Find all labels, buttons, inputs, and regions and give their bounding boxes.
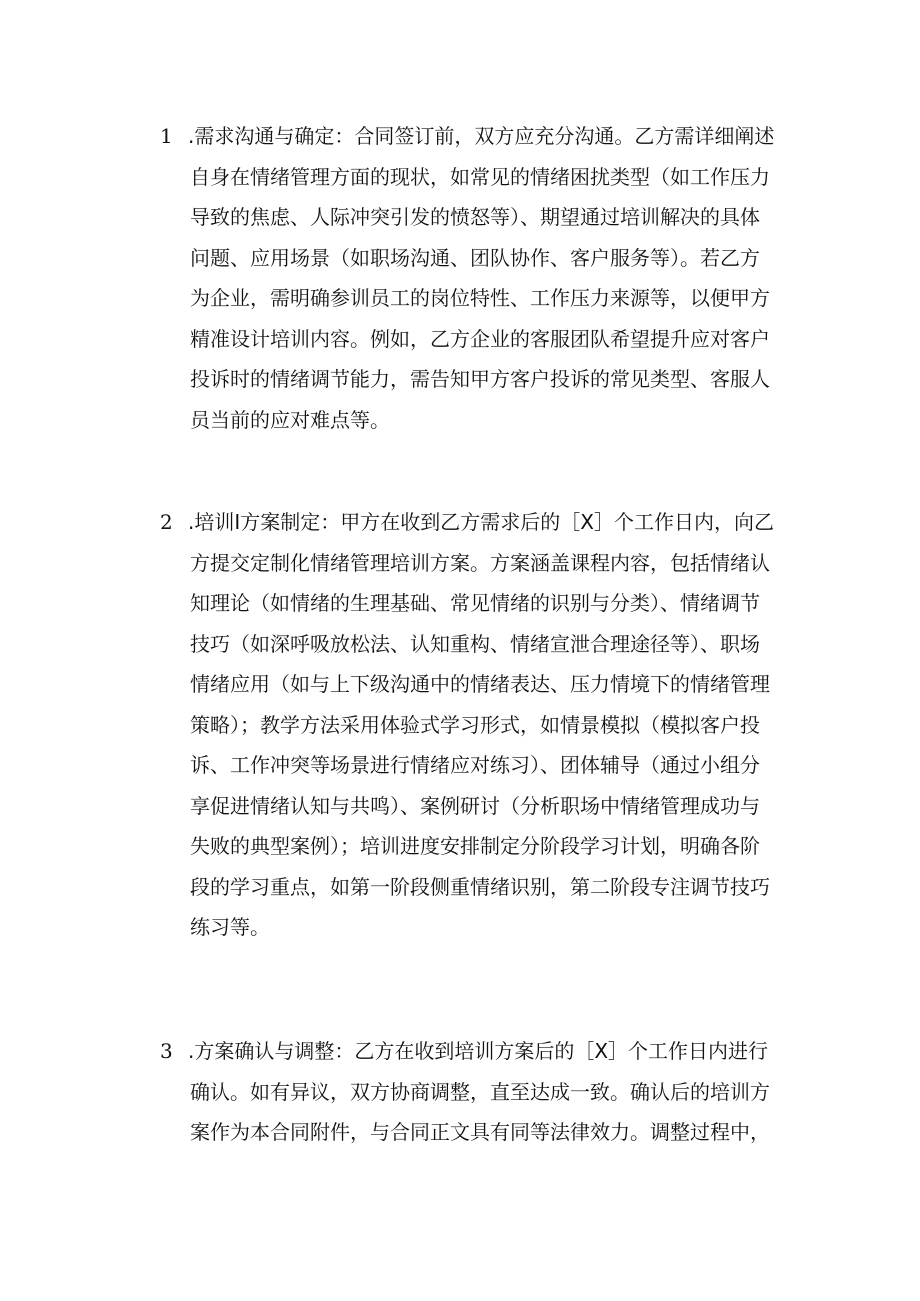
text-line: 失败的典型案例）；培训进度安排制定分阶段学习计划，明确各阶 [190,834,760,858]
text-line: 享促进情绪认知与共鸣）、案例研讨（分析职场中情绪管理成功与 [190,793,760,818]
text-line: 自身在情绪管理方面的现状，如常见的情绪困扰类型（如工作压力 [190,164,770,189]
text-line: 投诉时的情绪调节能力，需告知甲方客户投诉的常见类型、客服人 [190,367,770,391]
text-line: 诉、工作冲突等场景进行情绪应对练习）、团体辅导（通过小组分 [190,753,760,777]
text-line: 技巧（如深呼吸放松法、认知重构、情绪宣泄合理途径等）、职场 [190,631,760,656]
clause-number: 1 [160,124,173,148]
clause-3 [160,1031,780,1153]
clause-text [188,116,780,440]
text-line: 练习等。 [190,915,270,939]
text-line: .方案确认与调整：乙方在收到培训方案后的［X］个工作日内进行 [188,1039,769,1063]
clause-2 [160,502,780,948]
clause-number: 3 [160,1039,173,1063]
text-line: 策略）；教学方法采用体验式学习形式，如情景模拟（模拟客户投 [190,712,760,737]
text-line: 为企业，需明确参训员工的岗位特性、工作压力来源等，以便甲方 [190,286,770,310]
text-line: 情绪应用（如与上下级沟通中的情绪表达、压力情境下的情绪管理 [190,672,770,696]
text-line: 问题、应用场景（如职场沟通、团队协作、客户服务等）。若乙方 [190,245,760,270]
text-line: 精准设计培训内容。例如，乙方企业的客服团队希望提升应对客户 [190,326,770,351]
text-line: 导致的焦虑、人际冲突引发的愤怒等）、期望通过培训解决的具体 [190,205,760,229]
text-line: 员当前的应对难点等。 [190,407,390,432]
text-line: .培训I方案制定：甲方在收到乙方需求后的［X］个工作日内，向乙 [188,510,774,534]
text-line: 确认。如有异议，双方协商调整，直至达成一致。确认后的培训方 [190,1079,770,1104]
text-line: 方提交定制化情绪管理培训方案。方案涵盖课程内容，包括情绪认 [190,550,770,575]
clause-text [188,1031,780,1153]
text-line: 知理论（如情绪的生理基础、常见情绪的识别与分类）、情绪调节 [190,591,760,615]
clause-text [188,502,780,948]
clause-number: 2 [160,510,173,534]
clause-1 [160,116,780,440]
text-line: 段的学习重点，如第一阶段侧重情绪识别，第二阶段专注调节技巧 [190,874,770,899]
text-line: .需求沟通与确定：合同签订前，双方应充分沟通。乙方需详细阐述 [188,124,775,148]
text-line: 案作为本合同附件，与合同正文具有同等法律效力。调整过程中， [190,1120,770,1144]
